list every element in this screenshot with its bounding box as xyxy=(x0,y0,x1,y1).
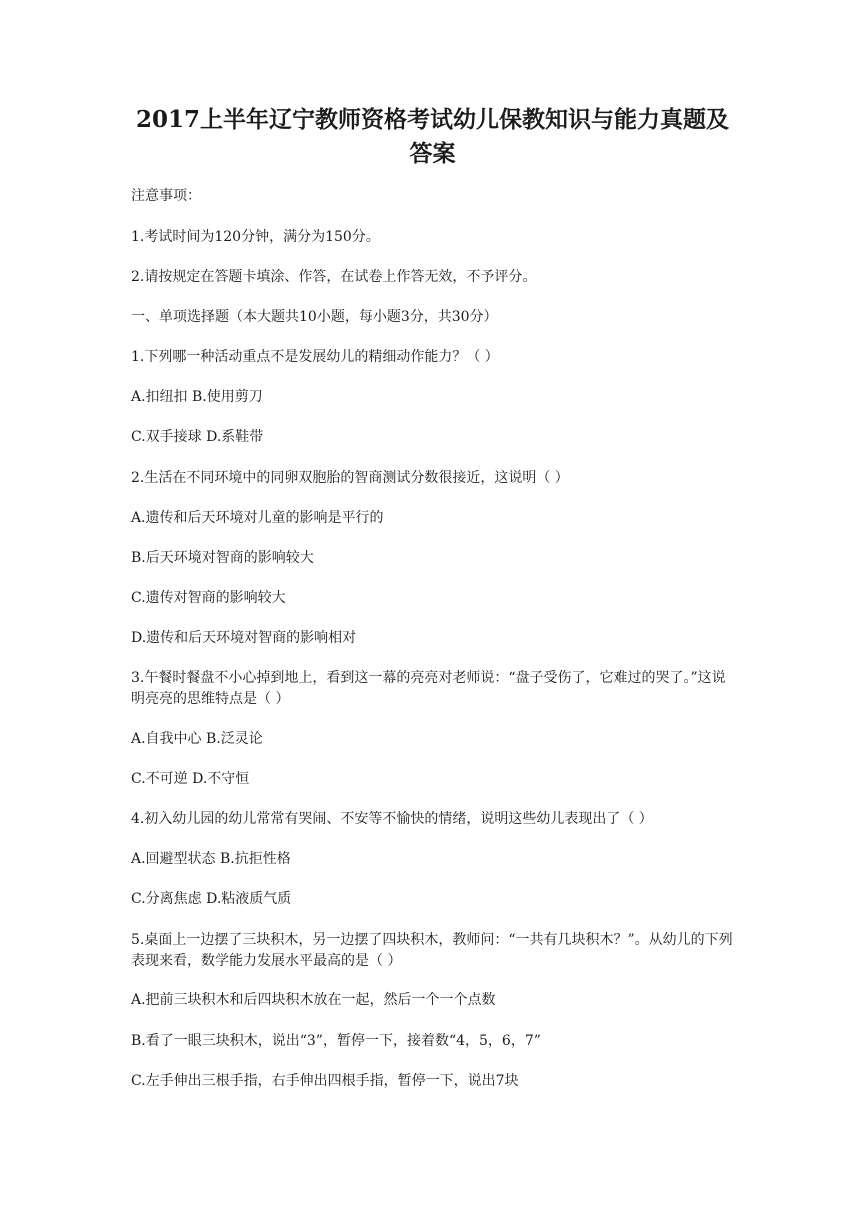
question-option: B.看了一眼三块积木，说出“3”，暂停一下，接着数“4，5，6，7” xyxy=(131,1033,541,1049)
question-stem: 4.初入幼儿园的幼儿常常有哭闹、不安等不愉快的情绪，说明这些幼儿表现出了（ ） xyxy=(131,811,653,827)
question-option: A.回避型状态 B.抗拒性格 xyxy=(131,851,291,867)
question-option: D.遗传和后天环境对智商的影响相对 xyxy=(131,630,357,646)
question-option: C.分离焦虑 D.粘液质气质 xyxy=(131,891,292,907)
question-option: C.左手伸出三根手指，右手伸出四根手指，暂停一下，说出7块 xyxy=(131,1073,519,1089)
question-option: A.扣纽扣 B.使用剪刀 xyxy=(131,389,263,405)
question-option: C.双手接球 D.系鞋带 xyxy=(131,429,264,445)
question-option: A.把前三块积木和后四块积木放在一起，然后一个一个点数 xyxy=(131,992,496,1008)
document-title-line-1: 2017上半年辽宁教师资格考试幼儿保教知识与能力真题及 xyxy=(135,106,729,133)
question-stem: 1.下列哪一种活动重点不是发展幼儿的精细动作能力？（ ） xyxy=(131,349,499,365)
question-stem: 2.生活在不同环境中的同卵双胞胎的智商测试分数很接近，这说明（ ） xyxy=(131,470,569,486)
question-option: C.不可逆 D.不守恒 xyxy=(131,771,250,787)
notice-item: 2.请按规定在答题卡填涂、作答，在试卷上作答无效，不予评分。 xyxy=(131,269,537,285)
document-title-line-2: 答案 xyxy=(409,140,456,167)
question-stem: 3.午餐时餐盘不小心掉到地上，看到这一幕的亮亮对老师说：“盘子受伤了，它难过的哭了。”这说明亮亮的思维特点是（ ） xyxy=(131,670,726,707)
notice-item: 1.考试时间为120分钟，满分为150分。 xyxy=(131,229,380,245)
notice-heading: 注意事项： xyxy=(131,188,201,204)
question-option: A.遗传和后天环境对儿童的影响是平行的 xyxy=(131,510,384,526)
question-option: B.后天环境对智商的影响较大 xyxy=(131,550,314,566)
question-stem: 5.桌面上一边摆了三块积木，另一边摆了四块积木，教师问：“一共有几块积木？”。从幼儿的下列表现来看，数学能力发展水平最高的是（ ） xyxy=(131,932,733,969)
question-option: C.遗传对智商的影响较大 xyxy=(131,590,286,606)
section-heading: 一、单项选择题（本大题共10小题，每小题3分，共30分） xyxy=(131,309,498,325)
question-option: A.自我中心 B.泛灵论 xyxy=(131,731,263,747)
